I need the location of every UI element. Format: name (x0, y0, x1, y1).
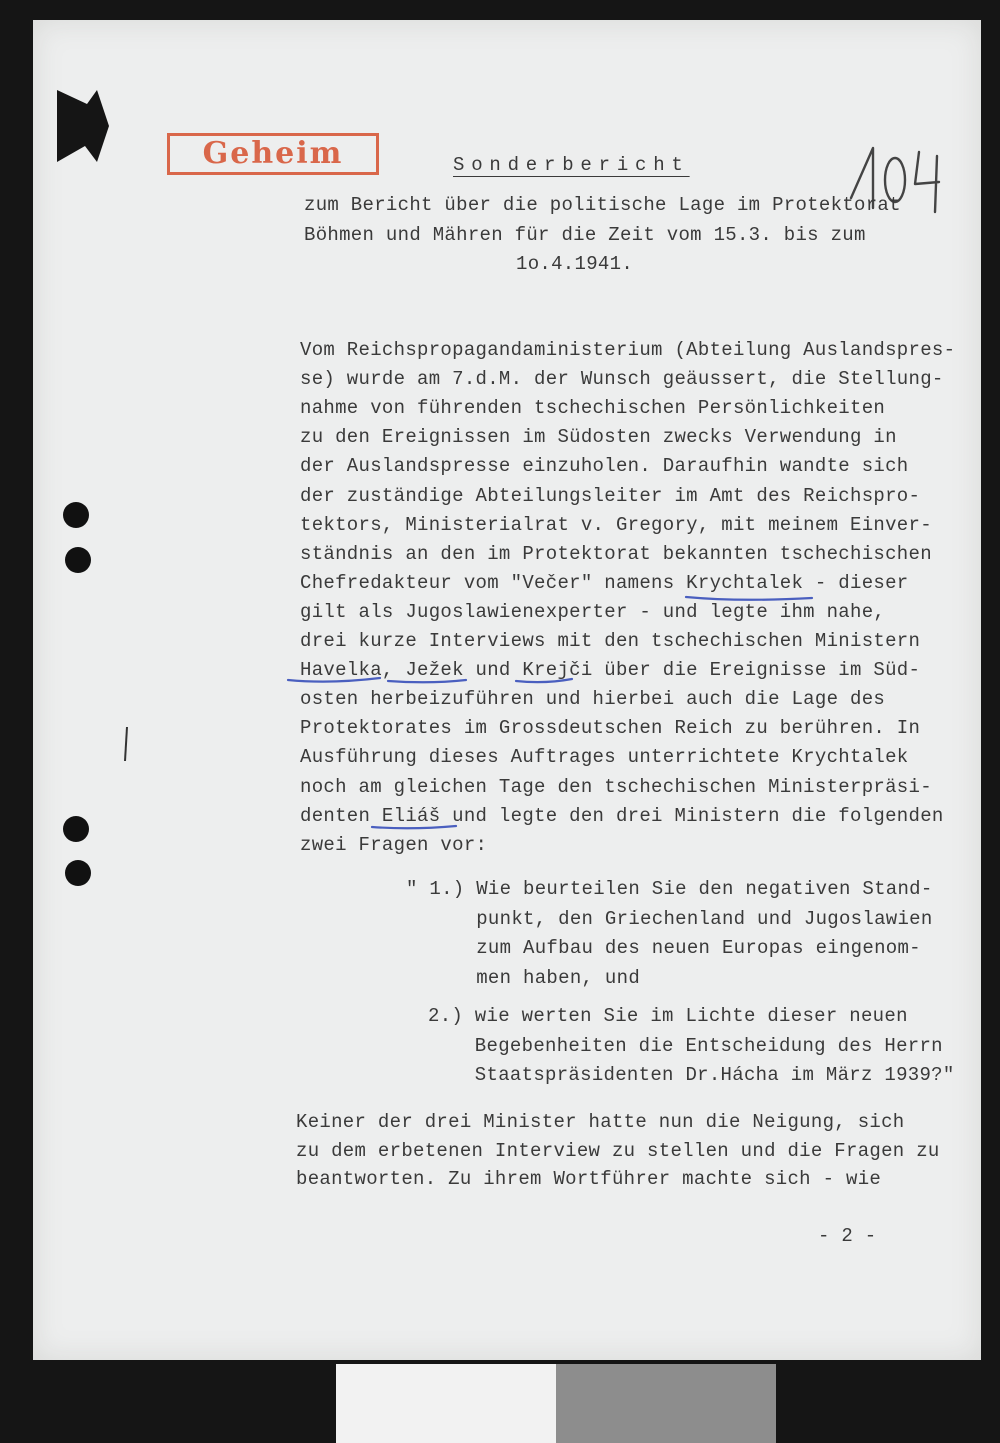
text-line: Vom Reichspropagandaministerium (Abteilung Auslandspres- (300, 339, 956, 361)
binder-notch (57, 90, 109, 162)
secret-stamp: Geheim (167, 133, 379, 175)
subtitle-line-1: zum Bericht über die politische Lage im Protektorat (304, 194, 901, 216)
text-line: Begebenheiten die Entscheidung des Herrn (428, 1034, 943, 1057)
page-marker: - 2 - (818, 1225, 877, 1247)
text-line: drei kurze Interviews mit den tschechischen Ministern (300, 630, 921, 652)
text-line: punkt, den Griechenland und Jugoslawien (406, 907, 933, 930)
punch-hole (65, 547, 91, 573)
text-line: Keiner der drei Minister hatte nun die Neigung, sich (296, 1111, 905, 1133)
text-line: Staatspräsidenten Dr.Hácha im März 1939?" (428, 1064, 955, 1086)
text-line: beantworten. Zu ihrem Wortführer machte sich - wie (296, 1168, 882, 1190)
text-line: Havelka, Ježek und Krejči über die Ereignisse im Süd- (300, 659, 921, 682)
text-line: Protektorates im Grossdeutschen Reich zu berühren. In (300, 717, 921, 740)
text-line: zwei Fragen vor: (300, 833, 488, 856)
text-line: " 1.) Wie beurteilen Sie den negativen Stand- (406, 878, 933, 900)
subtitle-line-2: Böhmen und Mähren für die Zeit vom 15.3. bis zum (304, 224, 866, 246)
text-line: nahme von führenden tschechischen Persönlichkeiten (300, 397, 886, 420)
text-line: tektors, Ministerialrat v. Gregory, mit meinem Einver- (300, 513, 932, 536)
text-line: Chefredakteur vom "Večer" namens Krychtalek - dieser (300, 571, 909, 594)
punch-hole (65, 860, 91, 886)
text-line: zu den Ereignissen im Südosten zwecks Verwendung in (300, 426, 897, 449)
text-line: zu dem erbetenen Interview zu stellen und die Fragen zu (296, 1139, 940, 1162)
punch-hole (63, 502, 89, 528)
text-line: se) wurde am 7.d.M. der Wunsch geäussert, die Stellung- (300, 368, 944, 391)
text-line: zum Aufbau des neuen Europas eingenom- (406, 937, 921, 959)
punch-hole (63, 816, 89, 842)
text-line: men haben, und (406, 966, 641, 989)
text-line: denten Eliáš und legte den drei Ministern die folgenden (300, 804, 944, 827)
text-line: Ausführung dieses Auftrages unterrichtete Krychtalek (300, 746, 909, 769)
ink-mark (123, 725, 129, 763)
text-line: gilt als Jugoslawienexperter - und legte ihm nahe, (300, 600, 886, 623)
text-line: osten herbeizuführen und hierbei auch die Lage des (300, 688, 886, 711)
document-title: Sonderbericht (453, 154, 690, 176)
text-line: der zuständige Abteilungsleiter im Amt des Reichspro- (300, 484, 921, 507)
text-line: 2.) wie werten Sie im Lichte dieser neuen (428, 1005, 908, 1027)
subtitle-line-3: 1o.4.1941. (516, 253, 634, 275)
calibration-strip-white (336, 1364, 556, 1443)
text-line: der Auslandspresse einzuholen. Daraufhin wandte sich (300, 455, 909, 478)
text-line: noch am gleichen Tage den tschechischen Ministerpräsi- (300, 775, 932, 798)
text-line: ständnis an den im Protektorat bekannten tschechischen (300, 542, 932, 565)
calibration-strip-gray (556, 1364, 776, 1443)
